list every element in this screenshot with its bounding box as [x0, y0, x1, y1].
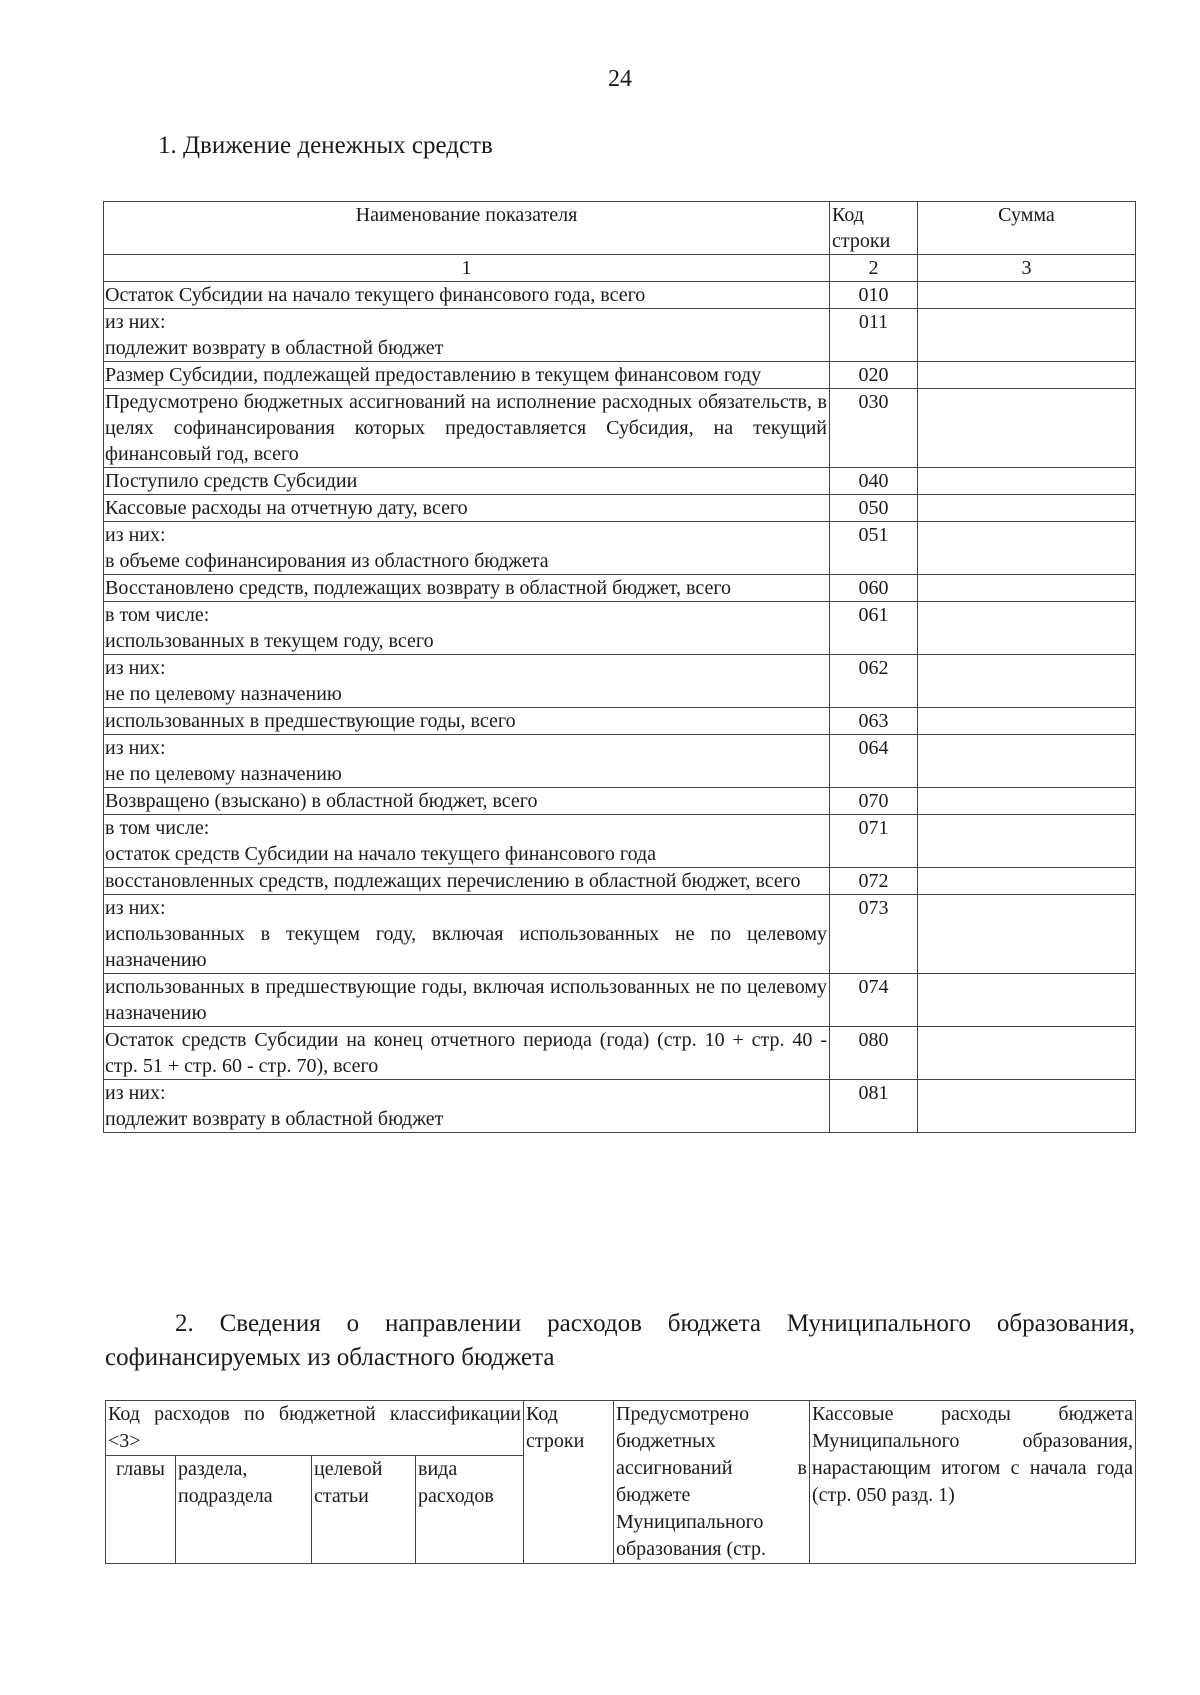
- table-row: [104, 362, 1136, 389]
- table-row: [104, 575, 1136, 602]
- column-number-1: 1: [104, 255, 830, 282]
- row-name-line: восстановленных средств, подлежащих перечислению в областной бюджет, всего: [105, 870, 801, 892]
- row-code: 074: [830, 974, 918, 1027]
- row-name-line: из них:: [105, 897, 166, 919]
- page-number: 24: [608, 66, 632, 92]
- row-name: [104, 468, 830, 495]
- row-name-line: не по целевому назначению: [105, 683, 342, 705]
- row-name-line: в том числе:: [105, 817, 210, 839]
- table-row: [104, 309, 1136, 362]
- row-sum-cell[interactable]: [918, 1027, 1136, 1080]
- row-sum-cell[interactable]: [918, 522, 1136, 575]
- row-code: 081: [830, 1080, 918, 1133]
- row-name-line: Возвращено (взыскано) в областной бюджет, всего: [105, 790, 538, 812]
- row-code: 070: [830, 788, 918, 815]
- section1-title: 1. Движение денежных средств: [158, 132, 493, 159]
- table-row: [104, 974, 1136, 1027]
- table-row: [104, 655, 1136, 708]
- header-celevoy: целевой статьи: [312, 1456, 416, 1564]
- header-vida: вида расходов: [416, 1456, 524, 1564]
- row-name-line: Остаток средств Субсидии на конец отчетного периода (года) (стр. 10 + стр. 40 - стр. 51 + стр. 60 - стр. 70), всего: [105, 1029, 827, 1077]
- section2-title: 2. Сведения о направлении расходов бюджета Муниципального образования, софинансируемых из областного бюджета: [105, 1310, 1135, 1371]
- header-name: Наименование показателя: [104, 202, 830, 255]
- row-code: 073: [830, 895, 918, 974]
- row-name: [104, 895, 830, 974]
- row-name: [104, 868, 830, 895]
- row-name-line: из них:: [105, 311, 166, 333]
- row-code: 040: [830, 468, 918, 495]
- row-name: [104, 522, 830, 575]
- row-name-line: использованных в предшествующие годы, всего: [105, 710, 516, 732]
- row-sum-cell[interactable]: [918, 362, 1136, 389]
- row-name-line: использованных в предшествующие годы, включая использованных не по целевому назначению: [105, 976, 827, 1024]
- row-sum-cell[interactable]: [918, 389, 1136, 468]
- header-code: Код строки: [524, 1401, 614, 1564]
- row-sum-cell[interactable]: [918, 815, 1136, 868]
- row-name-line: Размер Субсидии, подлежащей предоставлению в текущем финансовом году: [105, 364, 762, 386]
- row-code: 020: [830, 362, 918, 389]
- row-name-line: из них:: [105, 657, 166, 679]
- row-name-line: остаток средств Субсидии на начало текущего финансового года: [105, 843, 657, 865]
- row-code: 051: [830, 522, 918, 575]
- header-kassovye: Кассовые расходы бюджета Муниципального образования, нарастающим итогом с начала года (стр. 050 разд. 1): [810, 1401, 1136, 1564]
- row-name: [104, 495, 830, 522]
- row-sum-cell[interactable]: [918, 895, 1136, 974]
- table-row: [104, 815, 1136, 868]
- table-row: [104, 1080, 1136, 1133]
- row-name-line: не по целевому назначению: [105, 763, 342, 785]
- row-name: [104, 362, 830, 389]
- row-name: [104, 708, 830, 735]
- row-name: [104, 735, 830, 788]
- row-sum-cell[interactable]: [918, 495, 1136, 522]
- column-number-3: 3: [918, 255, 1136, 282]
- row-name: [104, 974, 830, 1027]
- row-name: [104, 1027, 830, 1080]
- row-name: [104, 602, 830, 655]
- table-row: [104, 282, 1136, 309]
- row-sum-cell[interactable]: [918, 602, 1136, 655]
- row-name-line: подлежит возврату в областной бюджет: [105, 1108, 444, 1130]
- table-row: [104, 788, 1136, 815]
- row-name-line: Кассовые расходы на отчетную дату, всего: [105, 497, 468, 519]
- row-name-line: использованных в текущем году, всего: [105, 630, 434, 652]
- row-sum-cell[interactable]: [918, 1080, 1136, 1133]
- row-code: 010: [830, 282, 918, 309]
- row-sum-cell[interactable]: [918, 788, 1136, 815]
- row-sum-cell[interactable]: [918, 708, 1136, 735]
- row-sum-cell[interactable]: [918, 309, 1136, 362]
- row-name: [104, 575, 830, 602]
- row-name-line: в объеме софинансирования из областного бюджета: [105, 550, 549, 572]
- row-name: [104, 815, 830, 868]
- row-name: [104, 1080, 830, 1133]
- row-name-line: подлежит возврату в областной бюджет: [105, 337, 444, 359]
- row-name-line: Остаток Субсидии на начало текущего финансового года, всего: [105, 284, 646, 306]
- table-row: [104, 522, 1136, 575]
- row-name-line: из них:: [105, 1082, 166, 1104]
- header-razdela: раздела, подраздела: [176, 1456, 312, 1564]
- row-code: 064: [830, 735, 918, 788]
- table-row: [104, 1027, 1136, 1080]
- row-code: 071: [830, 815, 918, 868]
- row-sum-cell[interactable]: [918, 282, 1136, 309]
- row-code: 072: [830, 868, 918, 895]
- row-code: 030: [830, 389, 918, 468]
- header-glavy: главы: [106, 1456, 176, 1564]
- row-code: 050: [830, 495, 918, 522]
- row-name-line: Восстановлено средств, подлежащих возврату в областной бюджет, всего: [105, 577, 732, 599]
- row-sum-cell[interactable]: [918, 575, 1136, 602]
- row-name: [104, 788, 830, 815]
- column-number-row: [104, 255, 1136, 282]
- header-row: [104, 202, 1136, 255]
- row-code: 062: [830, 655, 918, 708]
- cash-flow-table: [103, 201, 1136, 1133]
- row-sum-cell[interactable]: [918, 735, 1136, 788]
- header-code: Код строки: [830, 202, 918, 255]
- table-row: [104, 495, 1136, 522]
- table-row: [104, 708, 1136, 735]
- row-name-line: Предусмотрено бюджетных ассигнований на исполнение расходных обязательств, в целях софинансирования которых предоставляется Субсидия, на текущий финансовый год, всего: [105, 391, 827, 465]
- header-sum: Сумма: [918, 202, 1136, 255]
- header-row-1: [106, 1401, 1136, 1456]
- row-sum-cell[interactable]: [918, 974, 1136, 1027]
- table-row: [104, 468, 1136, 495]
- table-row: [104, 895, 1136, 974]
- table-row: [104, 389, 1136, 468]
- row-name-line: из них:: [105, 524, 166, 546]
- row-code: 060: [830, 575, 918, 602]
- row-code: 061: [830, 602, 918, 655]
- row-sum-cell[interactable]: [918, 655, 1136, 708]
- column-number-2: 2: [830, 255, 918, 282]
- row-name-line: Поступило средств Субсидии: [105, 470, 358, 492]
- row-code: 063: [830, 708, 918, 735]
- row-name: [104, 389, 830, 468]
- row-sum-cell[interactable]: [918, 868, 1136, 895]
- row-name: [104, 309, 830, 362]
- table-row: [104, 735, 1136, 788]
- row-code: 011: [830, 309, 918, 362]
- row-name-line: в том числе:: [105, 604, 210, 626]
- table-row: [104, 868, 1136, 895]
- header-classification: Код расходов по бюджетной классификации <3>: [106, 1401, 524, 1456]
- row-name: [104, 282, 830, 309]
- row-sum-cell[interactable]: [918, 468, 1136, 495]
- row-name-line: из них:: [105, 737, 166, 759]
- row-name-line: использованных в текущем году, включая использованных не по целевому назначению: [105, 923, 827, 971]
- row-code: 080: [830, 1027, 918, 1080]
- table-row: [104, 602, 1136, 655]
- row-name: [104, 655, 830, 708]
- expenditure-table: [105, 1400, 1136, 1564]
- header-predusmotreno: Предусмотрено бюджетных ассигнований в бюджете Муниципального образования (стр.: [614, 1401, 810, 1564]
